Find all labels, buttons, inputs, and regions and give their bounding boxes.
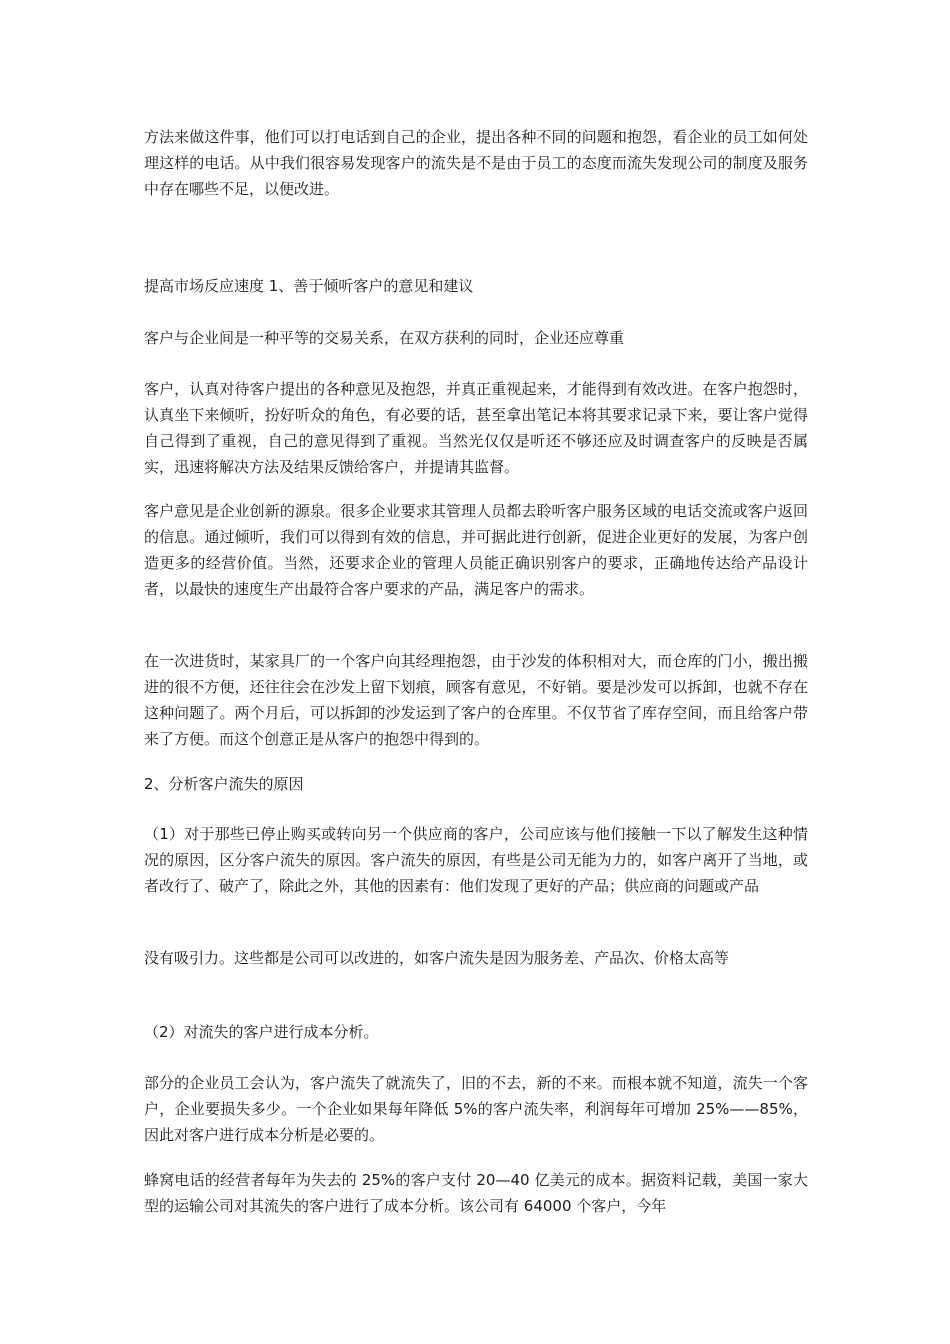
- section-heading-1: 提高市场反应速度 1、善于倾听客户的意见和建议: [144, 277, 474, 295]
- paragraph-3: 客户，认真对待客户提出的各种意见及抱怨，并真正重视起来，才能得到有效改进。在客户抱怨时，认真坐下来倾听，扮好听众的角色，有必要的话，甚至拿出笔记本将其要求记录下来，要让客户觉得自己得到了重视，自己的意见得到了重视。当然光仅仅是听还不够还应及时调查客户的反映是否属实，迅速将解决方法及结果反馈给客户，并提请其监督。: [144, 380, 808, 476]
- paragraph-1: 方法来做这件事，他们可以打电话到自己的企业，提出各种不同的问题和抱怨，看企业的员工如何处理这样的电话。从中我们很容易发现客户的流失是不是由于员工的态度而流失发现公司的制度及服务中存在哪些不足，以便改进。: [144, 128, 808, 198]
- paragraph-6: （1）对于那些已停止购买或转向另一个供应商的客户，公司应该与他们接触一下以了解发生这种情况的原因，区分客户流失的原因。客户流失的原因，有些是公司无能为力的，如客户离开了当地，或者改行了、破产了，除此之外，其他的因素有：他们发现了更好的产品；供应商的问题或产品: [144, 825, 808, 895]
- paragraph-7: 没有吸引力。这些都是公司可以改进的，如客户流失是因为服务差、产品次、价格太高等: [144, 949, 730, 967]
- paragraph-4: 客户意见是企业创新的源泉。很多企业要求其管理人员都去聆听客户服务区域的电话交流或客户返回的信息。通过倾听，我们可以得到有效的信息，并可据此进行创新，促进企业更好的发展，为客户创造更多的经营价值。当然，还要求企业的管理人员能正确识别客户的要求，正确地传达给产品设计者，以最快的速度生产出最符合客户要求的产品，满足客户的需求。: [144, 502, 808, 598]
- paragraph-2: 客户与企业间是一种平等的交易关系，在双方获利的同时，企业还应尊重: [144, 329, 625, 347]
- paragraph-5: 在一次进货时，某家具厂的一个客户向其经理抱怨，由于沙发的体积相对大，而仓库的门小，搬出搬进的很不方便，还往往会在沙发上留下划痕，顾客有意见，不好销。要是沙发可以拆卸，也就不存在这种问题了。两个月后，可以拆卸的沙发运到了客户的仓库里。不仅节省了库存空间，而且给客户带来了方便。而这个创意正是从客户的抱怨中得到的。: [144, 652, 808, 748]
- paragraph-9: 蜂窝电话的经营者每年为失去的 25%的客户支付 20—40 亿美元的成本。据资料记载，美国一家大型的运输公司对其流失的客户进行了成本分析。该公司有 64000 个客户，今年: [144, 1171, 808, 1215]
- section-heading-2: 2、分析客户流失的原因: [144, 775, 304, 793]
- subsection-heading: （2）对流失的客户进行成本分析。: [144, 1023, 379, 1041]
- paragraph-8: 部分的企业员工会认为，客户流失了就流失了，旧的不去，新的不来。而根本就不知道，流失一个客户，企业要损失多少。一个企业如果每年降低 5%的客户流失率，利润每年可增加 25%——85%，因此对客户进行成本分析是必要的。: [144, 1074, 808, 1144]
